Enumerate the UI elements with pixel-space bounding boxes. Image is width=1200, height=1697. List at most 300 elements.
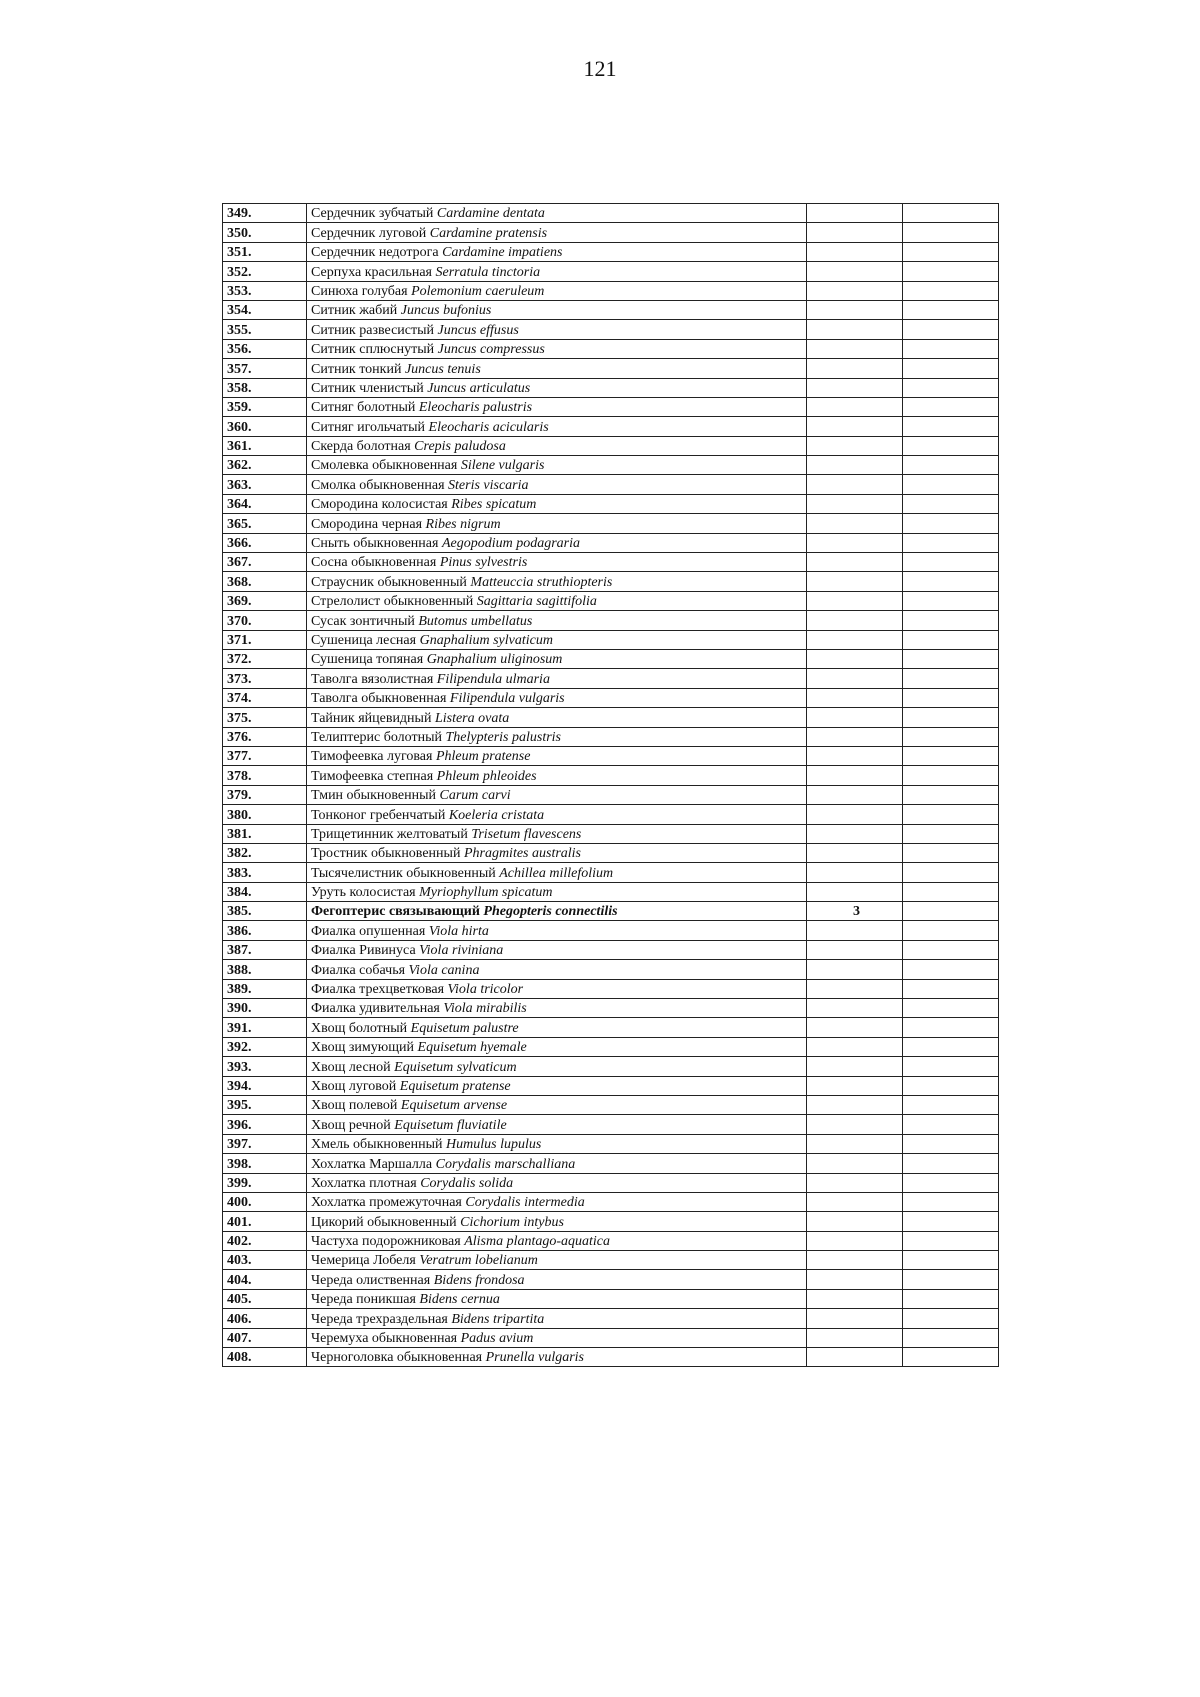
latin-name: Matteuccia struthiopteris bbox=[470, 574, 613, 590]
status-cell bbox=[807, 649, 903, 668]
table-row bbox=[223, 1270, 999, 1289]
russian-name: Хвощ лесной bbox=[311, 1059, 391, 1075]
row-number: 378. bbox=[223, 766, 307, 785]
table-row bbox=[223, 223, 999, 242]
row-number: 367. bbox=[223, 553, 307, 572]
extra-cell bbox=[903, 339, 999, 358]
species-name-cell bbox=[307, 378, 807, 397]
status-cell bbox=[807, 339, 903, 358]
species-name-cell bbox=[307, 649, 807, 668]
russian-name: Сердечник недотрога bbox=[311, 245, 439, 261]
row-number: 373. bbox=[223, 669, 307, 688]
extra-cell bbox=[903, 1018, 999, 1037]
russian-name: Смолевка обыкновенная bbox=[311, 458, 458, 474]
latin-name: Trisetum flavescens bbox=[471, 826, 582, 842]
russian-name: Хмель обыкновенный bbox=[311, 1137, 443, 1153]
species-table bbox=[222, 203, 999, 1367]
species-name-cell bbox=[307, 494, 807, 513]
latin-name: Butomus umbellatus bbox=[418, 613, 533, 629]
latin-name: Juncus compressus bbox=[437, 342, 545, 358]
species-name-cell bbox=[307, 1309, 807, 1328]
table-row bbox=[223, 1212, 999, 1231]
russian-name: Тонконог гребенчатый bbox=[311, 807, 446, 823]
species-name-cell bbox=[307, 1348, 807, 1367]
russian-name: Скерда болотная bbox=[311, 439, 411, 455]
species-name-cell bbox=[307, 533, 807, 552]
row-number: 359. bbox=[223, 397, 307, 416]
table-row bbox=[223, 514, 999, 533]
latin-name: Equisetum palustre bbox=[410, 1020, 519, 1036]
russian-name: Сушеница топяная bbox=[311, 652, 424, 668]
species-name-cell bbox=[307, 999, 807, 1018]
latin-name: Filipendula ulmaria bbox=[436, 671, 550, 687]
row-number: 374. bbox=[223, 688, 307, 707]
species-name-cell bbox=[307, 1251, 807, 1270]
status-cell bbox=[807, 417, 903, 436]
extra-cell bbox=[903, 902, 999, 921]
table-row bbox=[223, 746, 999, 765]
latin-name: Koeleria cristata bbox=[448, 807, 545, 823]
row-number: 365. bbox=[223, 514, 307, 533]
table-row bbox=[223, 902, 999, 921]
status-cell bbox=[807, 591, 903, 610]
status-cell bbox=[807, 1212, 903, 1231]
russian-name: Ситник тонкий bbox=[311, 361, 402, 377]
latin-name: Humulus lupulus bbox=[446, 1137, 542, 1153]
table-row bbox=[223, 1037, 999, 1056]
table-row bbox=[223, 359, 999, 378]
extra-cell bbox=[903, 533, 999, 552]
russian-name: Фиалка опушенная bbox=[311, 923, 426, 939]
extra-cell bbox=[903, 960, 999, 979]
status-cell bbox=[807, 1192, 903, 1211]
latin-name: Cardamine dentata bbox=[436, 206, 545, 222]
status-cell bbox=[807, 669, 903, 688]
table-row bbox=[223, 262, 999, 281]
russian-name: Хохлатка плотная bbox=[311, 1175, 417, 1191]
row-number: 366. bbox=[223, 533, 307, 552]
table-row bbox=[223, 1134, 999, 1153]
species-name-cell bbox=[307, 339, 807, 358]
row-number: 385. bbox=[223, 902, 307, 921]
extra-cell bbox=[903, 436, 999, 455]
extra-cell bbox=[903, 456, 999, 475]
row-number: 353. bbox=[223, 281, 307, 300]
species-name-cell bbox=[307, 1270, 807, 1289]
extra-cell bbox=[903, 999, 999, 1018]
latin-name: Phleum pratense bbox=[435, 749, 531, 765]
extra-cell bbox=[903, 417, 999, 436]
extra-cell bbox=[903, 863, 999, 882]
status-cell bbox=[807, 1095, 903, 1114]
russian-name: Ситняг болотный bbox=[311, 400, 416, 416]
species-name-cell bbox=[307, 553, 807, 572]
extra-cell bbox=[903, 1309, 999, 1328]
row-number: 393. bbox=[223, 1057, 307, 1076]
species-name-cell bbox=[307, 262, 807, 281]
table-row bbox=[223, 242, 999, 261]
russian-name: Ситник членистый bbox=[311, 380, 424, 396]
species-name-cell bbox=[307, 1328, 807, 1347]
russian-name: Черемуха обыкновенная bbox=[311, 1331, 458, 1347]
row-number: 392. bbox=[223, 1037, 307, 1056]
russian-name: Фиалка удивительная bbox=[311, 1001, 440, 1017]
extra-cell bbox=[903, 727, 999, 746]
russian-name: Сердечник луговой bbox=[311, 225, 427, 241]
extra-cell bbox=[903, 630, 999, 649]
species-name-cell bbox=[307, 746, 807, 765]
latin-name: Ribes nigrum bbox=[425, 516, 501, 532]
species-name-cell bbox=[307, 514, 807, 533]
species-name-cell bbox=[307, 359, 807, 378]
table-row bbox=[223, 630, 999, 649]
latin-name: Equisetum arvense bbox=[400, 1098, 508, 1114]
table-row bbox=[223, 204, 999, 223]
status-cell bbox=[807, 1134, 903, 1153]
species-name-cell bbox=[307, 611, 807, 630]
extra-cell bbox=[903, 281, 999, 300]
table-row bbox=[223, 882, 999, 901]
russian-name: Смородина черная bbox=[311, 516, 423, 532]
latin-name: Phegopteris connectilis bbox=[483, 904, 618, 920]
latin-name: Aegopodium podagraria bbox=[441, 536, 581, 552]
extra-cell bbox=[903, 591, 999, 610]
row-number: 387. bbox=[223, 940, 307, 959]
latin-name: Cardamine pratensis bbox=[429, 225, 548, 241]
russian-name: Телиптерис болотный bbox=[311, 729, 442, 745]
extra-cell bbox=[903, 475, 999, 494]
extra-cell bbox=[903, 824, 999, 843]
table-row bbox=[223, 940, 999, 959]
status-cell bbox=[807, 242, 903, 261]
latin-name: Equisetum fluviatile bbox=[394, 1117, 507, 1133]
status-cell bbox=[807, 785, 903, 804]
species-name-cell bbox=[307, 591, 807, 610]
latin-name: Thelypteris palustris bbox=[445, 729, 562, 745]
latin-name: Cardamine impatiens bbox=[442, 245, 563, 261]
species-name-cell bbox=[307, 397, 807, 416]
russian-name: Ситник жабий bbox=[311, 303, 398, 319]
status-cell bbox=[807, 727, 903, 746]
latin-name: Eleocharis palustris bbox=[418, 400, 533, 416]
russian-name: Сныть обыкновенная bbox=[311, 536, 439, 552]
row-number: 396. bbox=[223, 1115, 307, 1134]
latin-name: Corydalis solida bbox=[420, 1175, 514, 1191]
row-number: 354. bbox=[223, 300, 307, 319]
extra-cell bbox=[903, 979, 999, 998]
russian-name: Тысячелистник обыкновенный bbox=[311, 865, 496, 881]
extra-cell bbox=[903, 242, 999, 261]
row-number: 389. bbox=[223, 979, 307, 998]
extra-cell bbox=[903, 1173, 999, 1192]
status-cell bbox=[807, 378, 903, 397]
status-cell bbox=[807, 688, 903, 707]
table-row bbox=[223, 979, 999, 998]
table-row bbox=[223, 669, 999, 688]
latin-name: Cichorium intybus bbox=[460, 1214, 564, 1230]
status-cell bbox=[807, 1076, 903, 1095]
table-row bbox=[223, 533, 999, 552]
table-row bbox=[223, 727, 999, 746]
row-number: 368. bbox=[223, 572, 307, 591]
russian-name: Сушеница лесная bbox=[311, 632, 417, 648]
russian-name: Чемерица Лобеля bbox=[311, 1253, 416, 1269]
row-number: 372. bbox=[223, 649, 307, 668]
russian-name: Череда олиственная bbox=[311, 1272, 431, 1288]
species-name-cell bbox=[307, 300, 807, 319]
row-number: 386. bbox=[223, 921, 307, 940]
russian-name: Хохлатка промежуточная bbox=[311, 1195, 462, 1211]
status-cell bbox=[807, 1154, 903, 1173]
species-name-cell bbox=[307, 669, 807, 688]
status-cell bbox=[807, 824, 903, 843]
table-row bbox=[223, 572, 999, 591]
latin-name: Achillea millefolium bbox=[499, 865, 614, 881]
species-name-cell bbox=[307, 630, 807, 649]
extra-cell bbox=[903, 1212, 999, 1231]
species-name-cell bbox=[307, 1134, 807, 1153]
species-name-cell bbox=[307, 456, 807, 475]
species-name-cell bbox=[307, 805, 807, 824]
status-cell bbox=[807, 514, 903, 533]
table-row bbox=[223, 339, 999, 358]
row-number: 355. bbox=[223, 320, 307, 339]
russian-name: Синюха голубая bbox=[311, 283, 408, 299]
extra-cell bbox=[903, 1289, 999, 1308]
status-cell bbox=[807, 1231, 903, 1250]
species-name-cell bbox=[307, 727, 807, 746]
russian-name: Тмин обыкновенный bbox=[311, 788, 436, 804]
row-number: 383. bbox=[223, 863, 307, 882]
status-cell bbox=[807, 708, 903, 727]
status-cell bbox=[807, 572, 903, 591]
russian-name: Цикорий обыкновенный bbox=[311, 1214, 457, 1230]
status-cell bbox=[807, 863, 903, 882]
table-row bbox=[223, 1173, 999, 1192]
row-number: 394. bbox=[223, 1076, 307, 1095]
russian-name: Таволга обыкновенная bbox=[311, 691, 447, 707]
table-row bbox=[223, 397, 999, 416]
latin-name: Sagittaria sagittifolia bbox=[476, 594, 597, 610]
extra-cell bbox=[903, 359, 999, 378]
extra-cell bbox=[903, 611, 999, 630]
table-row bbox=[223, 843, 999, 862]
row-number: 375. bbox=[223, 708, 307, 727]
extra-cell bbox=[903, 494, 999, 513]
status-cell bbox=[807, 921, 903, 940]
latin-name: Bidens tripartita bbox=[451, 1311, 545, 1327]
table-row bbox=[223, 1309, 999, 1328]
row-number: 406. bbox=[223, 1309, 307, 1328]
latin-name: Ribes spicatum bbox=[451, 497, 537, 513]
latin-name: Corydalis marschalliana bbox=[435, 1156, 576, 1172]
row-number: 363. bbox=[223, 475, 307, 494]
species-name-cell bbox=[307, 475, 807, 494]
latin-name: Equisetum sylvaticum bbox=[394, 1059, 517, 1075]
row-number: 397. bbox=[223, 1134, 307, 1153]
table-row bbox=[223, 1289, 999, 1308]
status-cell bbox=[807, 1328, 903, 1347]
table-row bbox=[223, 708, 999, 727]
russian-name: Тростник обыкновенный bbox=[311, 846, 461, 862]
status-cell bbox=[807, 746, 903, 765]
row-number: 402. bbox=[223, 1231, 307, 1250]
russian-name: Хвощ полевой bbox=[311, 1098, 398, 1114]
russian-name: Ситник развесистый bbox=[311, 322, 435, 338]
status-cell bbox=[807, 475, 903, 494]
extra-cell bbox=[903, 1270, 999, 1289]
table-row bbox=[223, 611, 999, 630]
extra-cell bbox=[903, 708, 999, 727]
latin-name: Carum carvi bbox=[439, 788, 511, 804]
species-name-cell bbox=[307, 1231, 807, 1250]
russian-name: Страусник обыкновенный bbox=[311, 574, 467, 590]
extra-cell bbox=[903, 921, 999, 940]
row-number: 350. bbox=[223, 223, 307, 242]
latin-name: Viola riviniana bbox=[419, 943, 504, 959]
extra-cell bbox=[903, 204, 999, 223]
status-cell bbox=[807, 456, 903, 475]
status-cell bbox=[807, 999, 903, 1018]
status-cell bbox=[807, 436, 903, 455]
russian-name: Фиалка собачья bbox=[311, 962, 406, 978]
latin-name: Bidens frondosa bbox=[433, 1272, 525, 1288]
row-number: 358. bbox=[223, 378, 307, 397]
table-row bbox=[223, 1251, 999, 1270]
latin-name: Crepis paludosa bbox=[414, 439, 506, 455]
latin-name: Bidens cernua bbox=[419, 1292, 500, 1308]
row-number: 376. bbox=[223, 727, 307, 746]
russian-name: Череда поникшая bbox=[311, 1292, 416, 1308]
table-row bbox=[223, 999, 999, 1018]
latin-name: Alisma plantago-aquatica bbox=[464, 1234, 611, 1250]
russian-name: Смолка обыкновенная bbox=[311, 477, 445, 493]
table-row bbox=[223, 1328, 999, 1347]
extra-cell bbox=[903, 649, 999, 668]
russian-name: Черноголовка обыкновенная bbox=[311, 1350, 483, 1366]
row-number: 395. bbox=[223, 1095, 307, 1114]
status-cell bbox=[807, 281, 903, 300]
row-number: 377. bbox=[223, 746, 307, 765]
russian-name: Хвощ речной bbox=[311, 1117, 391, 1133]
species-name-cell bbox=[307, 417, 807, 436]
latin-name: Polemonium caeruleum bbox=[411, 283, 545, 299]
latin-name: Veratrum lobelianum bbox=[419, 1253, 538, 1269]
latin-name: Myriophyllum spicatum bbox=[419, 885, 553, 901]
species-name-cell bbox=[307, 882, 807, 901]
russian-name: Фегоптерис связывающий bbox=[311, 904, 480, 920]
extra-cell bbox=[903, 805, 999, 824]
species-name-cell bbox=[307, 436, 807, 455]
species-name-cell bbox=[307, 1154, 807, 1173]
russian-name: Хвощ луговой bbox=[311, 1078, 397, 1094]
status-cell bbox=[807, 1309, 903, 1328]
row-number: 351. bbox=[223, 242, 307, 261]
table-row bbox=[223, 1076, 999, 1095]
table-row bbox=[223, 1018, 999, 1037]
russian-name: Фиалка трехцветковая bbox=[311, 982, 445, 998]
status-cell bbox=[807, 979, 903, 998]
russian-name: Фиалка Ривинуса bbox=[311, 943, 416, 959]
status-cell bbox=[807, 960, 903, 979]
species-name-cell bbox=[307, 921, 807, 940]
table-row bbox=[223, 688, 999, 707]
species-name-cell bbox=[307, 1037, 807, 1056]
table-row bbox=[223, 649, 999, 668]
russian-name: Ситник сплюснутый bbox=[311, 342, 435, 358]
row-number: 401. bbox=[223, 1212, 307, 1231]
latin-name: Filipendula vulgaris bbox=[449, 691, 565, 707]
status-cell bbox=[807, 1270, 903, 1289]
extra-cell bbox=[903, 688, 999, 707]
table-row bbox=[223, 475, 999, 494]
status-cell bbox=[807, 300, 903, 319]
extra-cell bbox=[903, 1154, 999, 1173]
species-name-cell bbox=[307, 1289, 807, 1308]
russian-name: Смородина колосистая bbox=[311, 497, 448, 513]
extra-cell bbox=[903, 553, 999, 572]
latin-name: Viola tricolor bbox=[447, 982, 524, 998]
table-row bbox=[223, 417, 999, 436]
row-number: 388. bbox=[223, 960, 307, 979]
row-number: 398. bbox=[223, 1154, 307, 1173]
latin-name: Eleocharis acicularis bbox=[428, 419, 549, 435]
latin-name: Viola canina bbox=[408, 962, 480, 978]
latin-name: Padus avium bbox=[460, 1331, 534, 1347]
extra-cell bbox=[903, 320, 999, 339]
species-name-cell bbox=[307, 979, 807, 998]
latin-name: Equisetum hyemale bbox=[417, 1040, 527, 1056]
row-number: 382. bbox=[223, 843, 307, 862]
extra-cell bbox=[903, 1115, 999, 1134]
species-name-cell bbox=[307, 785, 807, 804]
row-number: 371. bbox=[223, 630, 307, 649]
status-cell bbox=[807, 1057, 903, 1076]
latin-name: Gnaphalium sylvaticum bbox=[419, 632, 553, 648]
russian-name: Таволга вязолистная bbox=[311, 671, 434, 687]
table-row bbox=[223, 320, 999, 339]
latin-name: Corydalis intermedia bbox=[465, 1195, 585, 1211]
extra-cell bbox=[903, 1134, 999, 1153]
extra-cell bbox=[903, 1192, 999, 1211]
table-row bbox=[223, 494, 999, 513]
row-number: 391. bbox=[223, 1018, 307, 1037]
row-number: 380. bbox=[223, 805, 307, 824]
row-number: 390. bbox=[223, 999, 307, 1018]
latin-name: Juncus bufonius bbox=[400, 303, 492, 319]
row-number: 405. bbox=[223, 1289, 307, 1308]
row-number: 362. bbox=[223, 456, 307, 475]
status-cell bbox=[807, 805, 903, 824]
row-number: 356. bbox=[223, 339, 307, 358]
row-number: 400. bbox=[223, 1192, 307, 1211]
status-cell bbox=[807, 1289, 903, 1308]
row-number: 403. bbox=[223, 1251, 307, 1270]
latin-name: Gnaphalium uliginosum bbox=[426, 652, 563, 668]
latin-name: Juncus effusus bbox=[437, 322, 519, 338]
extra-cell bbox=[903, 300, 999, 319]
row-number: 384. bbox=[223, 882, 307, 901]
russian-name: Трищетинник желтоватый bbox=[311, 826, 468, 842]
table-row bbox=[223, 591, 999, 610]
latin-name: Phragmites australis bbox=[463, 846, 582, 862]
extra-cell bbox=[903, 940, 999, 959]
species-name-cell bbox=[307, 940, 807, 959]
latin-name: Listera ovata bbox=[434, 710, 510, 726]
extra-cell bbox=[903, 378, 999, 397]
table-row bbox=[223, 960, 999, 979]
latin-name: Phleum phleoides bbox=[436, 768, 537, 784]
